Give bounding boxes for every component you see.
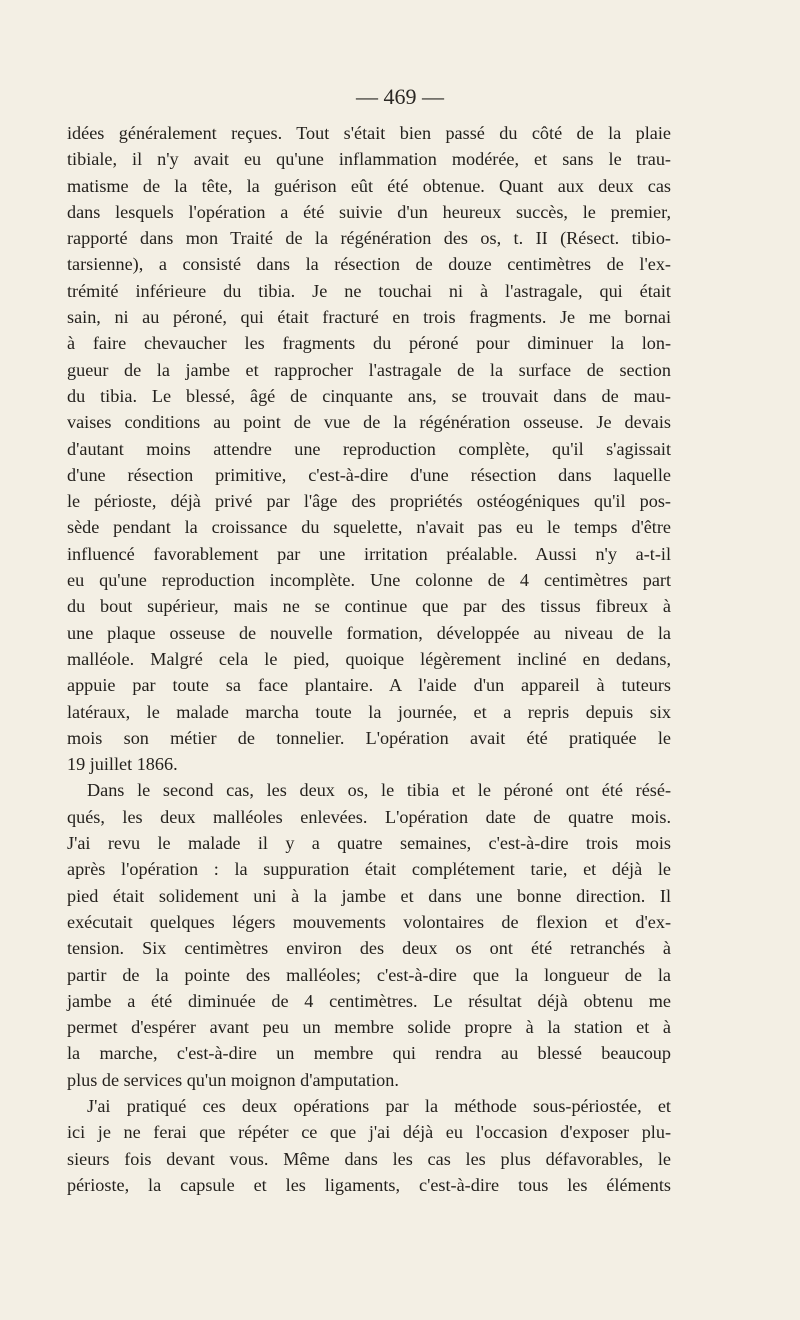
text-line: la marche, c'est-à-dire un membre qui rendra au blessé beaucoup (67, 1043, 671, 1064)
text-line: partir de la pointe des malléoles; c'est-à-dire que la longueur de la (67, 964, 671, 985)
text-line: jambe a été diminuée de 4 centimètres. Le résultat déjà obtenu me (67, 990, 671, 1011)
text-line: ici je ne ferai que répéter ce que j'ai déjà eu l'occasion d'exposer plu- (67, 1122, 671, 1143)
text-line: du bout supérieur, mais ne se continue que par des tissus fibreux à (67, 596, 671, 617)
text-line: du tibia. Le blessé, âgé de cinquante ans, se trouvait dans de mau- (67, 385, 671, 406)
text-line: périoste, la capsule et les ligaments, c'est-à-dire tous les éléments (67, 1174, 671, 1195)
text-line: J'ai pratiqué ces deux opérations par la méthode sous-périostée, et (87, 1095, 671, 1116)
text-line: sain, ni au péroné, qui était fracturé en trois fragments. Je me bornai (67, 307, 671, 328)
text-line: mois son métier de tonnelier. L'opération avait été pratiquée le (67, 727, 671, 748)
text-line: d'autant moins attendre une reproduction complète, qu'il s'agissait (67, 438, 671, 459)
text-line: rapporté dans mon Traité de la régénération des os, t. II (Résect. tibio- (67, 228, 671, 249)
text-line: d'une résection primitive, c'est-à-dire d'une résection dans laquelle (67, 464, 671, 485)
body-text (67, 120, 671, 1198)
text-line: le périoste, déjà privé par l'âge des propriétés ostéogéniques qu'il pos- (67, 491, 671, 512)
text-line: qués, les deux malléoles enlevées. L'opération date de quatre mois. (67, 806, 671, 827)
text-line: dans lesquels l'opération a été suivie d'un heureux succès, le premier, (67, 201, 671, 222)
text-line: une plaque osseuse de nouvelle formation, développée au niveau de la (67, 622, 671, 643)
text-line: malléole. Malgré cela le pied, quoique légèrement incliné en dedans, (67, 648, 671, 669)
text-line: appuie par toute sa face plantaire. A l'aide d'un appareil à tuteurs (67, 675, 671, 696)
text-line: sède pendant la croissance du squelette, n'avait pas eu le temps d'être (67, 517, 671, 538)
text-line: tension. Six centimètres environ des deux os ont été retranchés à (67, 938, 671, 959)
text-line: après l'opération : la suppuration était complétement tarie, et déjà le (67, 859, 671, 880)
text-line: influencé favorablement par une irritation préalable. Aussi n'y a-t-il (67, 543, 671, 564)
text-line: permet d'espérer avant peu un membre solide propre à la station et à (67, 1017, 671, 1038)
text-line: exécutait quelques légers mouvements volontaires de flexion et d'ex- (67, 911, 671, 932)
text-line: gueur de la jambe et rapprocher l'astragale de la surface de section (67, 359, 671, 380)
text-line: eu qu'une reproduction incomplète. Une colonne de 4 centimètres part (67, 570, 671, 591)
text-line: tarsienne), a consisté dans la résection de douze centimètres de l'ex- (67, 254, 671, 275)
text-line: plus de services qu'un moignon d'amputation. (67, 1069, 399, 1090)
text-line: latéraux, le malade marcha toute la journée, et a repris depuis six (67, 701, 671, 722)
text-line: vaises conditions au point de vue de la régénération osseuse. Je devais (67, 412, 671, 433)
text-line: sieurs fois devant vous. Même dans les cas les plus défavorables, le (67, 1148, 671, 1169)
text-line: tibiale, il n'y avait eu qu'une inflammation modérée, et sans le trau- (67, 149, 671, 170)
text-line: Dans le second cas, les deux os, le tibia et le péroné ont été résé- (87, 780, 671, 801)
text-line: à faire chevaucher les fragments du péroné pour diminuer la lon- (67, 333, 671, 354)
text-line: idées généralement reçues. Tout s'était bien passé du côté de la plaie (67, 123, 671, 143)
text-line: trémité inférieure du tibia. Je ne touchai ni à l'astragale, qui était (67, 280, 671, 301)
text-line: J'ai revu le malade il y a quatre semaines, c'est-à-dire trois mois (67, 833, 671, 854)
text-line: pied était solidement uni à la jambe et dans une bonne direction. Il (67, 885, 671, 906)
page-number: — 469 — (356, 84, 444, 109)
text-line: 19 juillet 1866. (67, 754, 178, 775)
text-line: matisme de la tête, la guérison eût été obtenue. Quant aux deux cas (67, 175, 671, 196)
